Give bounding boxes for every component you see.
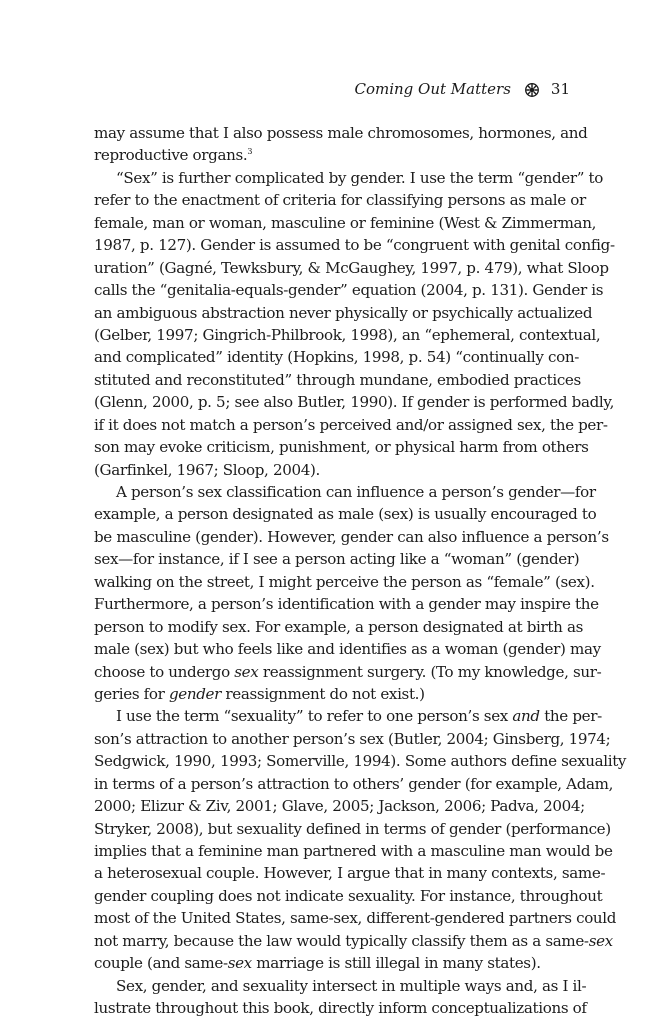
line-text: walking on the street, I might perceive the person as “female” (sex). xyxy=(94,572,595,591)
paragraph xyxy=(94,705,627,974)
line-text: male (sex) but who feels like and identifies as a woman (gender) may xyxy=(94,640,601,659)
text-line xyxy=(94,975,587,997)
line-text: “Sex” is further complicated by gender. I use the term “gender” to xyxy=(116,168,603,187)
line-text: A person’s sex classification can influence a person’s gender—for xyxy=(116,483,596,501)
line-text: female, man or woman, masculine or feminine (West & Zimmerman, xyxy=(94,213,597,232)
text-line xyxy=(94,391,615,413)
text-line xyxy=(94,773,614,795)
text-line xyxy=(94,818,611,840)
line-text: if it does not match a person’s perceived and/or assigned sex, the per- xyxy=(94,415,608,434)
line-text: (Garfinkel, 1967; Sloop, 2004). xyxy=(94,460,320,479)
line-text: reassignment surgery. (To my knowledge, sur- xyxy=(258,662,602,681)
text-line xyxy=(94,302,593,324)
line-text: couple (and same- xyxy=(94,954,228,973)
emphasis-text: sex xyxy=(234,662,259,681)
line-text: reproductive organs. xyxy=(94,146,248,165)
line-text: uration” (Gagné, Tewksbury, & McGaughey, 1997, p. 479), what Sloop xyxy=(94,258,609,277)
line-text: Sedgwick, 1990, 1993; Somerville, 1994). Some authors define sexuality xyxy=(94,752,627,771)
text-line xyxy=(94,571,595,593)
text-line xyxy=(94,144,572,166)
text-line xyxy=(94,346,579,368)
line-text: son’s attraction to another person’s sex (Butler, 2004; Ginsberg, 1974; xyxy=(94,729,611,748)
line-text: most of the United States, same-sex, different-gendered partners could xyxy=(94,909,617,928)
line-text: 2000; Elizur & Ziv, 2001; Glave, 2005; Jackson, 2006; Padva, 2004; xyxy=(94,797,585,816)
line-text: (Gelber, 1997; Gingrich-Philbrook, 1998), an “ephemeral, contextual, xyxy=(94,325,601,344)
paragraph xyxy=(94,481,609,705)
emphasis-text: and xyxy=(512,707,540,726)
text-line xyxy=(94,885,603,907)
paragraph xyxy=(94,122,588,167)
line-text: be masculine (gender). However, gender can also influence a person’s xyxy=(94,527,609,546)
text-line xyxy=(94,593,599,615)
line-text: lustrate throughout this book, directly inform conceptualizations of xyxy=(94,999,587,1018)
text-line xyxy=(94,436,589,458)
text-line xyxy=(94,907,617,929)
text-line xyxy=(94,683,572,705)
text-line xyxy=(94,616,583,638)
footnote-ref: 3 xyxy=(247,147,253,157)
line-text: (Glenn, 2000, p. 5; see also Butler, 1990). If gender is performed badly, xyxy=(94,393,615,412)
text-line xyxy=(94,234,615,256)
text-line xyxy=(94,661,602,683)
line-text: in terms of a person’s attraction to others’ gender (for example, Adam, xyxy=(94,774,614,793)
emphasis-text: gender xyxy=(168,684,221,703)
line-text: example, a person designated as male (sex) is usually encouraged to xyxy=(94,505,597,524)
text-line xyxy=(94,750,627,772)
text-line xyxy=(94,728,611,750)
text-line xyxy=(94,212,597,234)
text-line xyxy=(94,481,596,503)
line-text: may assume that I also possess male chromosomes, hormones, and xyxy=(94,124,588,142)
paragraph xyxy=(94,975,587,1020)
text-line xyxy=(94,324,601,346)
line-text: gender coupling does not indicate sexuality. For instance, throughout xyxy=(94,886,603,905)
line-text: choose to undergo xyxy=(94,662,235,681)
line-text: 1987, p. 127). Gender is assumed to be “congruent with genital config- xyxy=(94,236,615,255)
page-number: 31 xyxy=(550,80,570,98)
line-text: a heterosexual couple. However, I argue that in many contexts, same- xyxy=(94,864,606,883)
line-text: the per- xyxy=(539,707,602,726)
paragraph xyxy=(94,167,615,481)
text-line xyxy=(94,257,609,279)
line-text: not marry, because the law would typically classify them as a same- xyxy=(94,931,589,950)
emphasis-text: sex xyxy=(588,931,613,950)
line-text: Sex, gender, and sexuality intersect in multiple ways and, as I il- xyxy=(116,976,587,995)
line-text: Furthermore, a person’s identification with a gender may inspire the xyxy=(94,595,599,614)
rosette-ornament-icon xyxy=(525,83,539,97)
line-text: marriage is still illegal in many states). xyxy=(251,954,541,973)
line-text: and complicated” identity (Hopkins, 1998, p. 54) “continually con- xyxy=(94,348,579,367)
text-line xyxy=(94,997,587,1019)
text-line xyxy=(94,952,572,974)
text-line xyxy=(94,279,604,301)
line-text: implies that a feminine man partnered with a masculine man would be xyxy=(94,842,613,860)
text-line xyxy=(94,862,606,884)
text-line xyxy=(94,122,588,144)
text-line xyxy=(94,638,601,660)
line-text: person to modify sex. For example, a person designated at birth as xyxy=(94,617,583,636)
line-text: an ambiguous abstraction never physically or psychically actualized xyxy=(94,303,593,322)
line-text: geries for xyxy=(94,684,169,703)
emphasis-text: sex xyxy=(227,954,252,973)
text-line xyxy=(94,503,597,525)
text-line xyxy=(94,705,602,727)
text-line xyxy=(94,189,586,211)
running-head-title: Coming Out Matters xyxy=(354,80,511,98)
line-text: reassignment do not exist.) xyxy=(220,684,425,703)
text-line xyxy=(94,526,609,548)
text-line xyxy=(94,548,580,570)
line-text: stituted and reconstituted” through mundane, embodied practices xyxy=(94,370,581,389)
line-text: I use the term “sexuality” to refer to one person’s sex xyxy=(116,707,513,726)
line-text: calls the “genitalia-equals-gender” equation (2004, p. 131). Gender is xyxy=(94,281,604,300)
text-line xyxy=(94,459,572,481)
line-text: sex—for instance, if I see a person acting like a “woman” (gender) xyxy=(94,550,580,569)
line-text: son may evoke criticism, punishment, or physical harm from others xyxy=(94,438,589,457)
text-line xyxy=(94,930,613,952)
running-head xyxy=(354,80,570,98)
text-line xyxy=(94,369,581,391)
text-line xyxy=(94,414,608,436)
line-text: refer to the enactment of criteria for classifying persons as male or xyxy=(94,191,586,210)
line-text: Stryker, 2008), but sexuality defined in terms of gender (performance) xyxy=(94,819,611,838)
text-line xyxy=(94,795,585,817)
body-text xyxy=(94,122,627,1020)
text-line xyxy=(94,167,603,189)
text-line xyxy=(94,840,613,862)
